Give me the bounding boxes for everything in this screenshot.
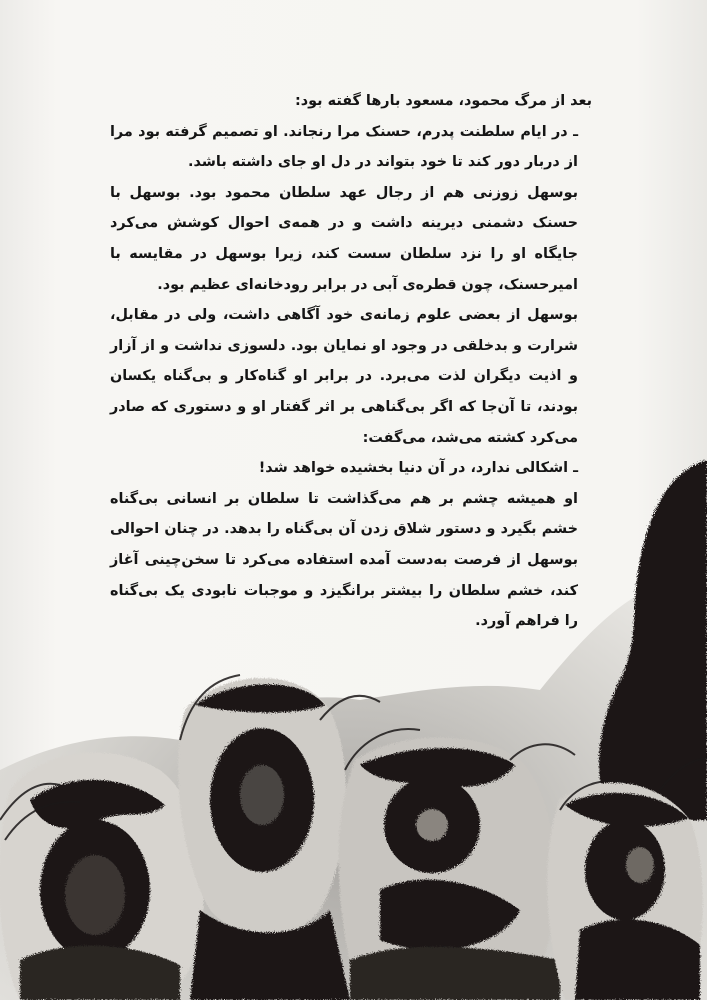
paragraph-quote-masoud: ـ در ایام سلطنت پدرم، حسنک مرا رنجاند. او تصمیم گرفته بود مرا از دربار دور کند تا خود بتواند در دل او جای داشته باشد. bbox=[110, 123, 578, 171]
paragraph-opening: بعد از مرگ محمود، مسعود بارها گفته بود: bbox=[295, 93, 592, 109]
screaming-face-right bbox=[547, 783, 702, 1000]
paragraph-bushal-intro: بوسهل زوزنی هم از رجال عهد سلطان محمود بود. بوسهل با حسنک دشمنی دیرینه داشت و در همه‌ی احوال کوشش می‌کرد جایگاه او را نزد سلطان سست کند، زیرا بوسهل در مقایسه با امیرحسنک، چون قطره‌ی آبی در برابر رودخانه‌ای عظیم بود. bbox=[110, 184, 578, 293]
paragraph-quote-bushal: ـ اشکالی ندارد، در آن دنیا بخشیده خواهد شد! bbox=[258, 460, 578, 477]
ink-faces-illustration bbox=[0, 440, 707, 1000]
screaming-face-center bbox=[339, 738, 560, 1000]
paragraph-closing: او همیشه چشم بر هم می‌گذاشت تا سلطان بر انسانی بی‌گناه خشم بگیرد و دستور شلاق زدن آن بی‌گناه را بدهد. در چنان احوالی بوسهل از فرصت به‌دست آمده استفاده می‌کرد تا سخن‌چینی آغاز کند، خشم سلطان را بیشتر برانگیزد و موجبات نابودی یک بی‌گناه را فراهم آورد. bbox=[110, 490, 578, 630]
paragraph-bushal-character: بوسهل از بعضی علوم زمانه‌ی خود آگاهی داشت، ولی در مقابل، شرارت و بدخلقی در وجود او نمایان بود. دلسوزی نداشت و از آزار و اذیت دیگران لذت می‌برد. در برابر او گناه‌کار و بی‌گناه یکسان بودند، تا آن‌جا که اگر بی‌گناهی بر اثر گفتار او و دستوری که صادر می‌کرد کشته می‌شد، می‌گفت: bbox=[110, 307, 578, 446]
screaming-face-second bbox=[178, 678, 350, 1000]
